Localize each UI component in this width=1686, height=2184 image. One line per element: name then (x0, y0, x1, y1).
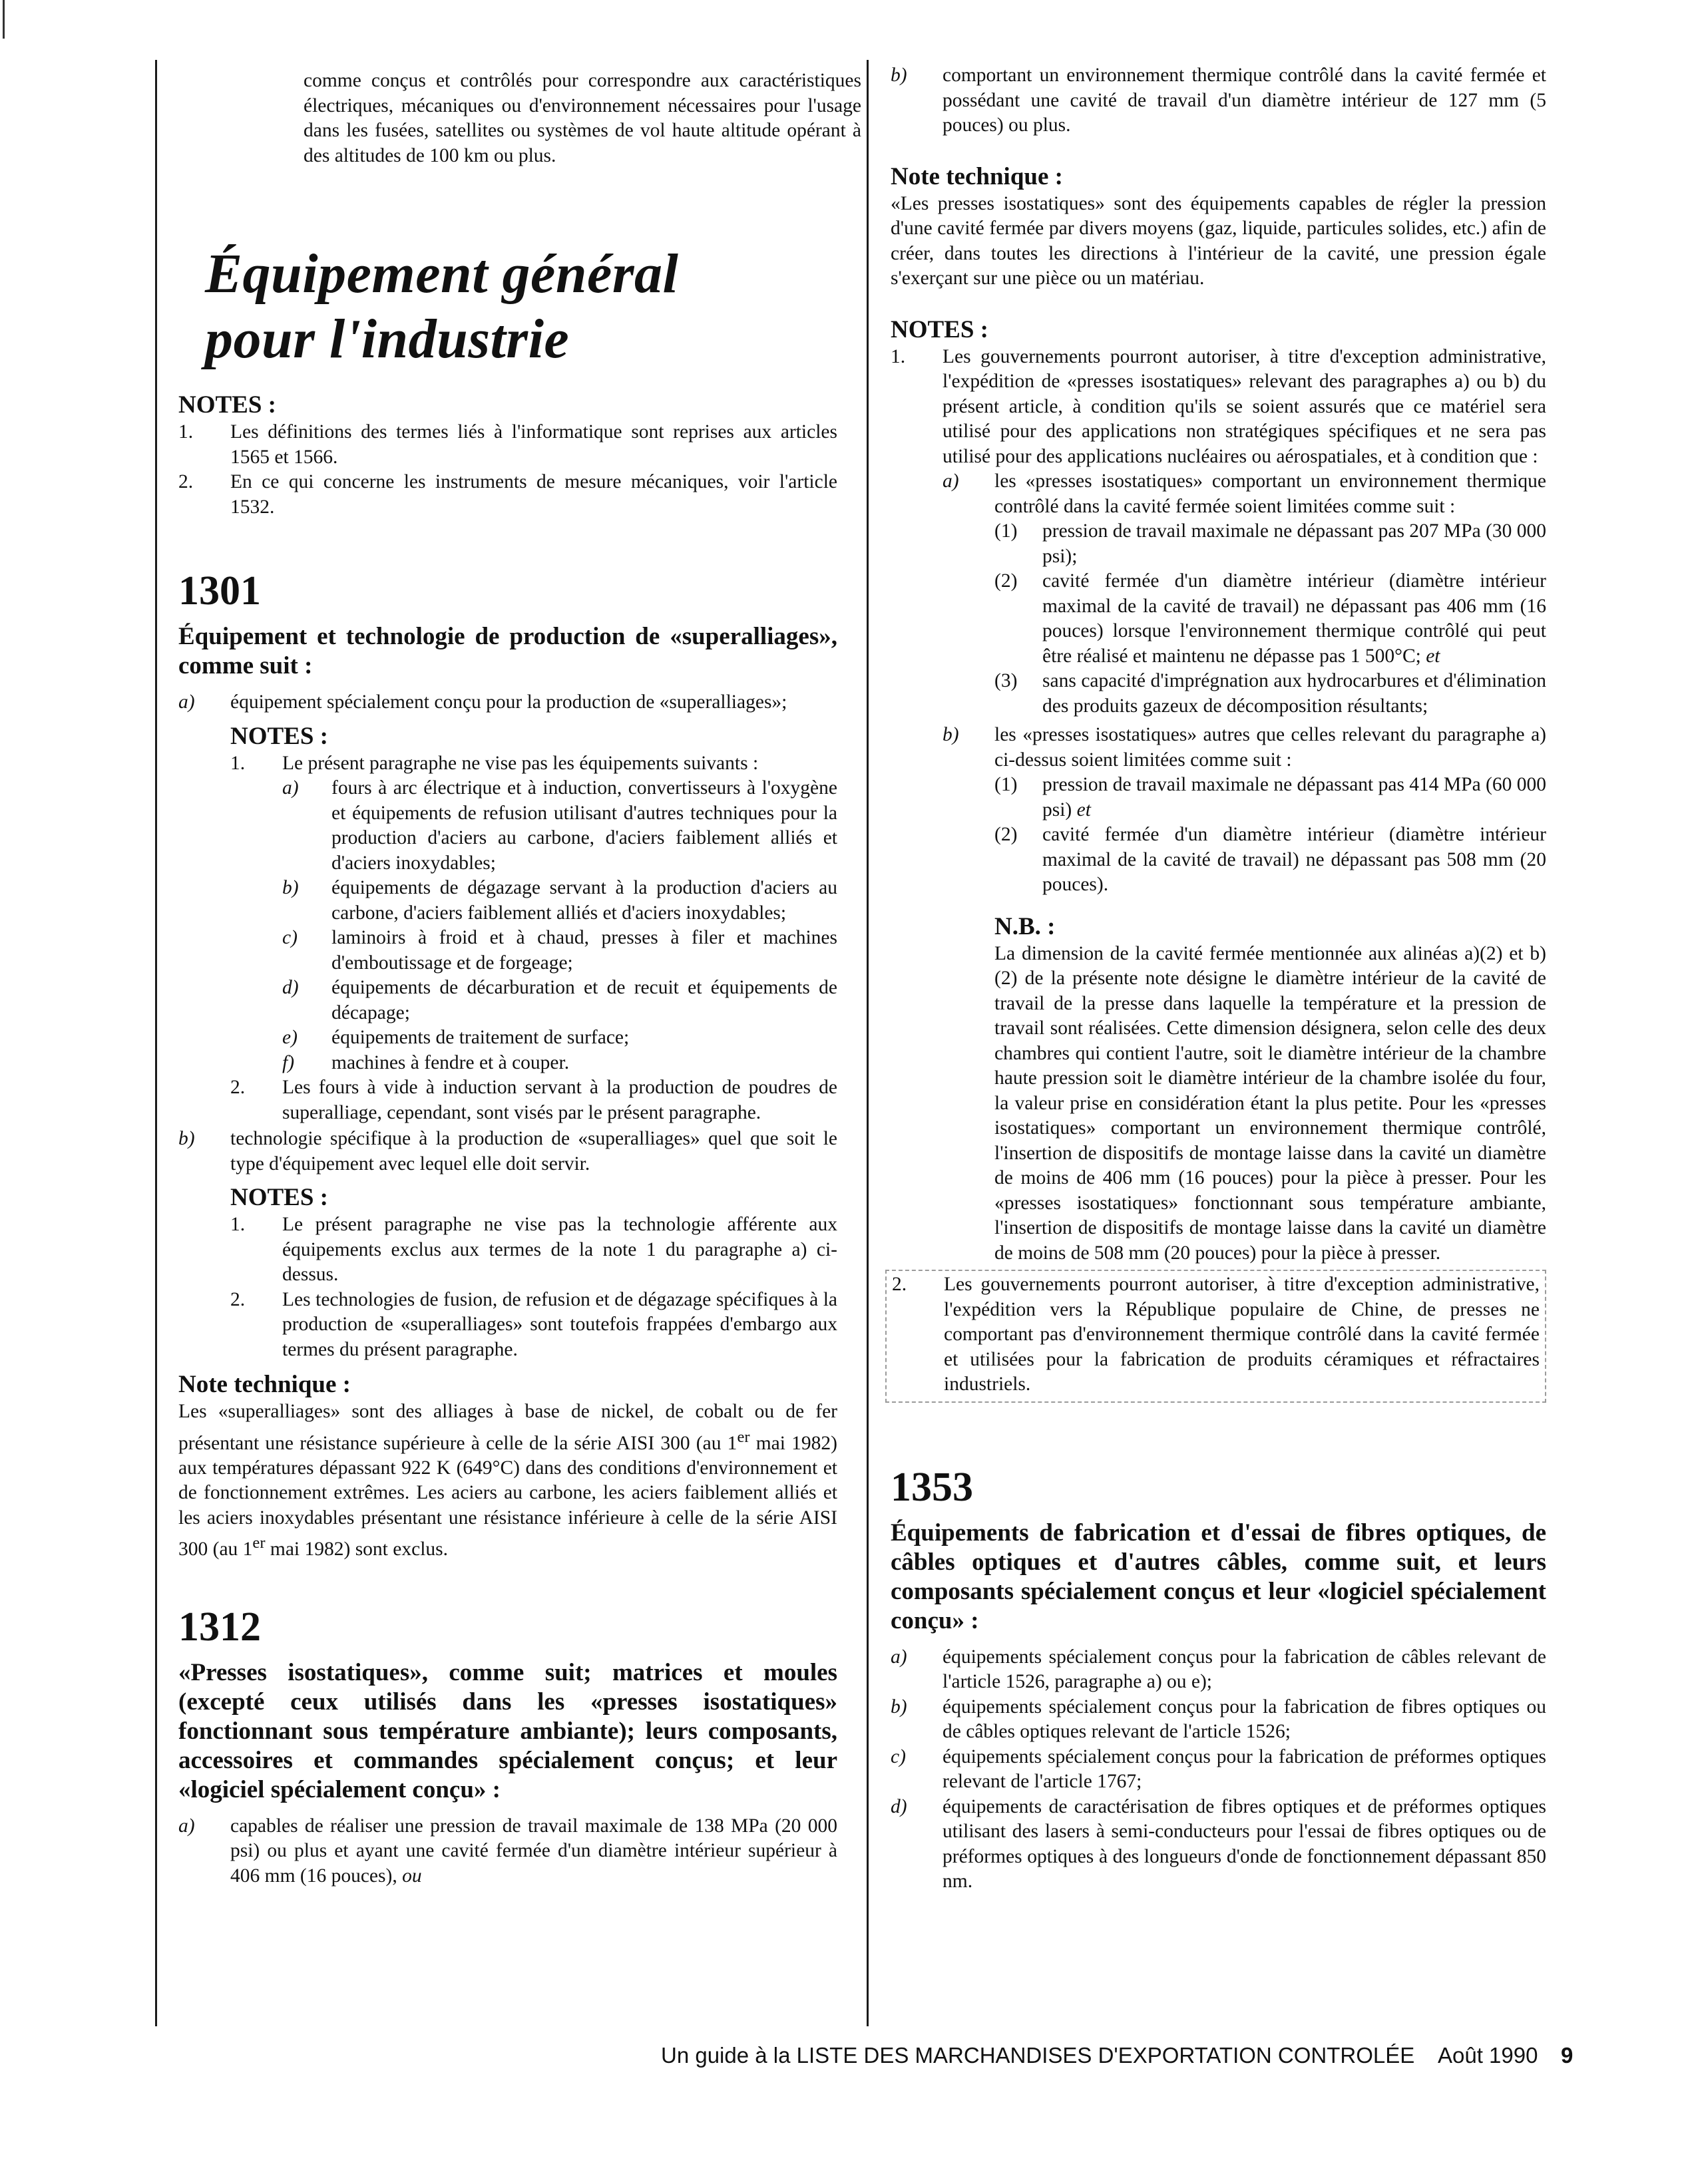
conjunction: et (1076, 799, 1091, 820)
list-label: (2) (994, 824, 1018, 845)
technical-note-part: mai 1982) sont exclus. (265, 1539, 448, 1560)
list-text-body: cavité fermée d'un diamètre intérieur (diamètre intérieur maximal de la cavité de travail) ne dépassant pas 508 mm (20 pouces). (1042, 824, 1546, 895)
list-item (282, 1025, 837, 1051)
note-item (178, 470, 837, 520)
list-text (1042, 822, 1546, 898)
list-item (994, 773, 1546, 822)
list-text: équipements de décarburation et de recuit et équipements de décapage; (331, 977, 837, 1023)
list-label: b) (282, 877, 299, 898)
note-item (891, 345, 1546, 470)
technical-note-header: Note technique : (891, 162, 1063, 190)
list-item (891, 1745, 1546, 1795)
paragraph-a (178, 1814, 837, 1889)
condition-a-list (994, 519, 1546, 719)
center-column-rule (867, 60, 869, 2026)
exclusion-list (282, 776, 837, 1075)
list-text (1042, 569, 1546, 669)
list-text-body: pression de travail maximale ne dépassant pas 414 MPa (60 000 psi) (1042, 774, 1546, 820)
condition-b-list (994, 773, 1546, 898)
nb-text: La dimension de la cavité fermée mentionnée aux alinéas a)(2) et b)(2) de la présente note désigne le diamètre intérieur de la cavité de travail de la presse dans laquelle la température et la pression de travail sont réalisées. Cette dimension désignera, selon celle des deux chambres qui contient l'autre, soit le diamètre intérieur de la chambre haute pression soit le diamètre intérieur de la chambre isolée du four, la valeur prise en considération étant la plus petite. Pour les «presses isostatiques» comportant un environnement thermique contrôlé, l'insertion de dispositifs de montage laisse dans la cavité un diamètre de moins de 406 mm (16 pouces) pour la pièce à presser. Pour les «presses isostatiques» fonctionnant sous température ambiante, l'insertion de dispositifs de montage laisse dans la cavité un diamètre de moins de 508 mm (20 pouces) pour la pièce à presser. (994, 942, 1546, 1264)
list-label: (1) (994, 774, 1018, 795)
section-title-line1: Équipement général (205, 243, 679, 305)
list-text: fours à arc électrique et à induction, convertisseurs à l'oxygène et équipements de refusion utilisant d'autres techniques pour la production d'aciers au carbone, d'aciers faiblement alliés et d'aciers inoxydables; (331, 777, 837, 874)
list-label: d) (891, 1795, 907, 1817)
left-margin-rule (155, 60, 157, 2026)
list-text-body: sans capacité d'imprégnation aux hydrocarbures et d'élimination des produits gazeux de décomposition résultants; (1042, 670, 1546, 717)
technical-note-part: mai 1982) aux températures dépassant 922 K (649°C) dans des conditions d'environnement et de fonctionnement extrêmes. Les aciers au carbone, les aciers faiblement alliés et les aciers inoxydables présentant une résistance inférieure à celle de la série AISI 300 (au 1 (178, 1432, 838, 1560)
article-title-1312: «Presses isostatiques», comme suit; matrices et moules (excepté ceux utilisés dans les «presses isostatiques» fonctionnant sous température ambiante); leurs composants, accessoires et commandes spécialement conçus; et leur «logiciel spécialement conçu» : (178, 1658, 837, 1803)
paragraph-text: technologie spécifique à la production de «superalliages» quel que soit le type d'équipement avec lequel elle doit servir. (230, 1128, 837, 1175)
condition-text: les «presses isostatiques» comportant un environnement thermique contrôlé dans la cavité fermée soient limitées comme suit : (994, 470, 1546, 517)
list-item (994, 569, 1546, 669)
paragraph-label: a) (178, 1815, 195, 1837)
list-text: machines à fendre et à couper. (331, 1051, 570, 1073)
condition-text: les «presses isostatiques» autres que celles relevant du paragraphe a) ci-dessus soient limitées comme suit : (994, 724, 1546, 771)
list-label: (2) (994, 570, 1018, 592)
conjunction: ou (402, 1865, 422, 1887)
superscript: er (252, 1534, 266, 1552)
note-text: Les technologies de fusion, de refusion et de dégazage spécifiques à la production de «superalliages» sont toutefois frappées d'embargo aux termes du présent paragraphe. (282, 1288, 837, 1360)
list-text: équipements spécialement conçus pour la fabrication de câbles relevant de l'article 1526, paragraphe a) ou e); (943, 1646, 1546, 1692)
list-item (994, 519, 1546, 569)
left-column (178, 69, 861, 1889)
list-label: c) (282, 927, 298, 948)
list-text: équipements spécialement conçus pour la fabrication de préformes optiques relevant de l'article 1767; (943, 1745, 1546, 1792)
condition-a (943, 469, 1546, 519)
list-item (282, 876, 837, 926)
paragraph-label: b) (178, 1128, 195, 1149)
list-text: équipements de traitement de surface; (331, 1027, 630, 1048)
note-item (230, 1075, 837, 1125)
note-text: Les définitions des termes liés à l'informatique sont reprises aux articles 1565 et 1566. (230, 421, 837, 468)
list-text (1042, 773, 1546, 822)
paragraph-text-body: capables de réaliser une pression de travail maximale de 138 MPa (20 000 psi) ou plus et ayant une cavité fermée d'un diamètre intérieur supérieur à 406 mm (16 pouces), (230, 1815, 837, 1887)
list-label: e) (282, 1027, 298, 1048)
list-label: d) (282, 977, 299, 998)
page-footer (0, 2043, 1686, 2076)
list-text-body: cavité fermée d'un diamètre intérieur (diamètre intérieur maximal de la cavité de travail) ne dépassant pas 406 mm (16 pouces) lorsque l'environnement thermique contrôlé qui peut être réalisé et maintenu ne dépasse pas 1 500°C; (1042, 570, 1546, 667)
list-item (891, 1795, 1546, 1895)
list-item (282, 1051, 837, 1076)
note-number: 1. (178, 421, 194, 443)
paragraph-text: comportant un environnement thermique contrôlé dans la cavité fermée et possédant une cavité de travail d'un diamètre intérieur de 127 mm (5 pouces) ou plus. (943, 65, 1546, 136)
list-text: équipements de dégazage servant à la production d'aciers au carbone, d'aciers faiblement alliés et d'aciers inoxydables; (331, 877, 837, 924)
list-label: a) (282, 777, 299, 799)
notes-header: NOTES : (891, 315, 989, 343)
note-text: En ce qui concerne les instruments de mesure mécaniques, voir l'article 1532. (230, 471, 837, 518)
note-text: Le présent paragraphe ne vise pas la technologie afférente aux équipements exclus aux termes de la note 1 du paragraphe a) ci-dessus. (282, 1214, 837, 1285)
paragraph-b (891, 63, 1546, 138)
paragraph-b (178, 1127, 837, 1177)
condition-label: b) (943, 724, 959, 745)
intro-paragraph: comme conçus et contrôlés pour correspondre aux caractéristiques électriques, mécaniques ou d'environnement nécessaires pour l'usage dans les fusées, satellites ou systèmes de vol haute altitude opérant à des altitudes de 100 km ou plus. (304, 70, 861, 166)
technical-note-part: Les «superalliages» sont des alliages à base de nickel, de cobalt ou de fer présentant une résistance supérieure à celle de la série AISI 300 (au 1 (178, 1401, 837, 1454)
note-number: 2. (892, 1274, 907, 1295)
technical-note-text (178, 1399, 837, 1562)
notes-header: NOTES : (230, 1184, 329, 1211)
article-number-1353: 1353 (891, 1464, 973, 1510)
note-text: Les fours à vide à induction servant à la production de poudres de superalliage, cependant, sont visés par le présent paragraphe. (282, 1077, 837, 1123)
list-item (891, 1695, 1546, 1745)
note-item (230, 1288, 837, 1363)
technical-note-header: Note technique : (178, 1371, 351, 1398)
paragraph-text: équipement spécialement conçu pour la production de «superalliages»; (230, 691, 787, 713)
list-label: (3) (994, 670, 1018, 691)
paragraph-label: a) (178, 691, 195, 713)
list-label: f) (282, 1051, 295, 1073)
article-title-1301: Équipement et technologie de production de «superalliages», comme suit : (178, 623, 837, 679)
notes-list (178, 420, 837, 520)
list-item (994, 822, 1546, 898)
notes-header: NOTES : (178, 391, 277, 419)
list-item (994, 669, 1546, 719)
list-text: laminoirs à froid et à chaud, presses à filer et machines d'emboutissage et de forgeage; (331, 927, 837, 974)
list-label: a) (891, 1646, 907, 1668)
paragraph-a (178, 690, 837, 715)
article-1353-list (891, 1645, 1546, 1895)
paragraph-text (230, 1814, 837, 1889)
note2-box (885, 1270, 1546, 1403)
paragraph-label: b) (891, 65, 907, 86)
list-text (1042, 669, 1546, 719)
conjunction: et (1426, 645, 1440, 667)
list-item (282, 776, 837, 876)
list-label: (1) (994, 520, 1018, 542)
list-item (891, 1645, 1546, 1695)
note-item (178, 420, 837, 470)
section-title (205, 242, 837, 372)
section-title-line2: pour l'industrie (205, 308, 570, 370)
list-label: c) (891, 1745, 906, 1767)
note-text: Les gouvernements pourront autoriser, à titre d'exception administrative, l'expédition vers la République populaire de Chine, de presses ne comportant pas d'environnement thermique contrôlé dans la cavité fermée et utilisées pour la fabrication de produits céramiques et réfractaires industriels. (944, 1274, 1540, 1395)
list-item (282, 926, 837, 976)
list-text: équipements de caractérisation de fibres optiques et de préformes optiques utilisant des lasers à semi-conducteurs pour l'essai de fibres optiques ou de préformes optiques à des longueurs d'onde de fonctionnement dépassant 850 nm. (943, 1795, 1546, 1892)
list-text: équipements spécialement conçus pour la fabrication de fibres optiques ou de câbles optiques relevant de l'article 1526; (943, 1696, 1546, 1742)
list-item (282, 976, 837, 1025)
list-label: b) (891, 1696, 907, 1718)
note-number: 1. (230, 1214, 246, 1235)
note-item (230, 751, 837, 777)
paragraph-a-notes (230, 722, 837, 1126)
note-item (230, 1212, 837, 1288)
footer-guide-title: Un guide à la LISTE DES MARCHANDISES D'EXPORTATION CONTROLÉE (661, 2043, 1415, 2068)
list-text (1042, 519, 1546, 569)
page-number: 9 (1561, 2043, 1574, 2068)
condition-b (943, 723, 1546, 773)
article-number-1301: 1301 (178, 568, 261, 614)
note-number: 2. (230, 1077, 246, 1098)
scan-edge-mark (3, 0, 5, 39)
note-number: 2. (230, 1288, 246, 1310)
notes-header: NOTES : (230, 722, 329, 750)
note-text: Les gouvernements pourront autoriser, à titre d'exception administrative, l'expédition de «presses isostatiques» relevant des paragraphes a) ou b) du présent article, à condition qu'ils se soient assurés que ce matériel sera utilisé pour des applications non stratégiques spécifiques et ne sera pas utilisé pour des applications nucléaires ou aérospatiales, et à condition que : (943, 345, 1546, 467)
nb-header: N.B. : (994, 912, 1056, 940)
superscript: er (737, 1427, 750, 1446)
list-text-body: pression de travail maximale ne dépassant pas 207 MPa (30 000 psi); (1042, 520, 1546, 567)
condition-label: a) (943, 470, 959, 492)
article-title-1353: Équipements de fabrication et d'essai de fibres optiques, de câbles optiques et d'autres câbles, comme suit, et leurs composants spécialement conçus et leur «logiciel spécialement conçu» : (891, 1519, 1546, 1634)
paragraph-b-notes (230, 1183, 837, 1362)
footer-date: Août 1990 (1438, 2043, 1538, 2068)
note-text: Le présent paragraphe ne vise pas les équipements suivants : (282, 752, 759, 774)
note1-conditions (943, 469, 1546, 1266)
note-number: 2. (178, 471, 194, 492)
note-number: 1. (230, 752, 246, 774)
right-column (891, 63, 1546, 1895)
note-number: 1. (891, 345, 906, 367)
article-number-1312: 1312 (178, 1604, 261, 1650)
technical-note-text: «Les presses isostatiques» sont des équipements capables de régler la pression d'une cavité fermée par divers moyens (gaz, liquide, particules solides, etc.) afin de créer, dans toutes les directions à l'intérieur de la cavité, une pression égale s'exerçant sur une pièce ou un matériau. (891, 192, 1546, 289)
